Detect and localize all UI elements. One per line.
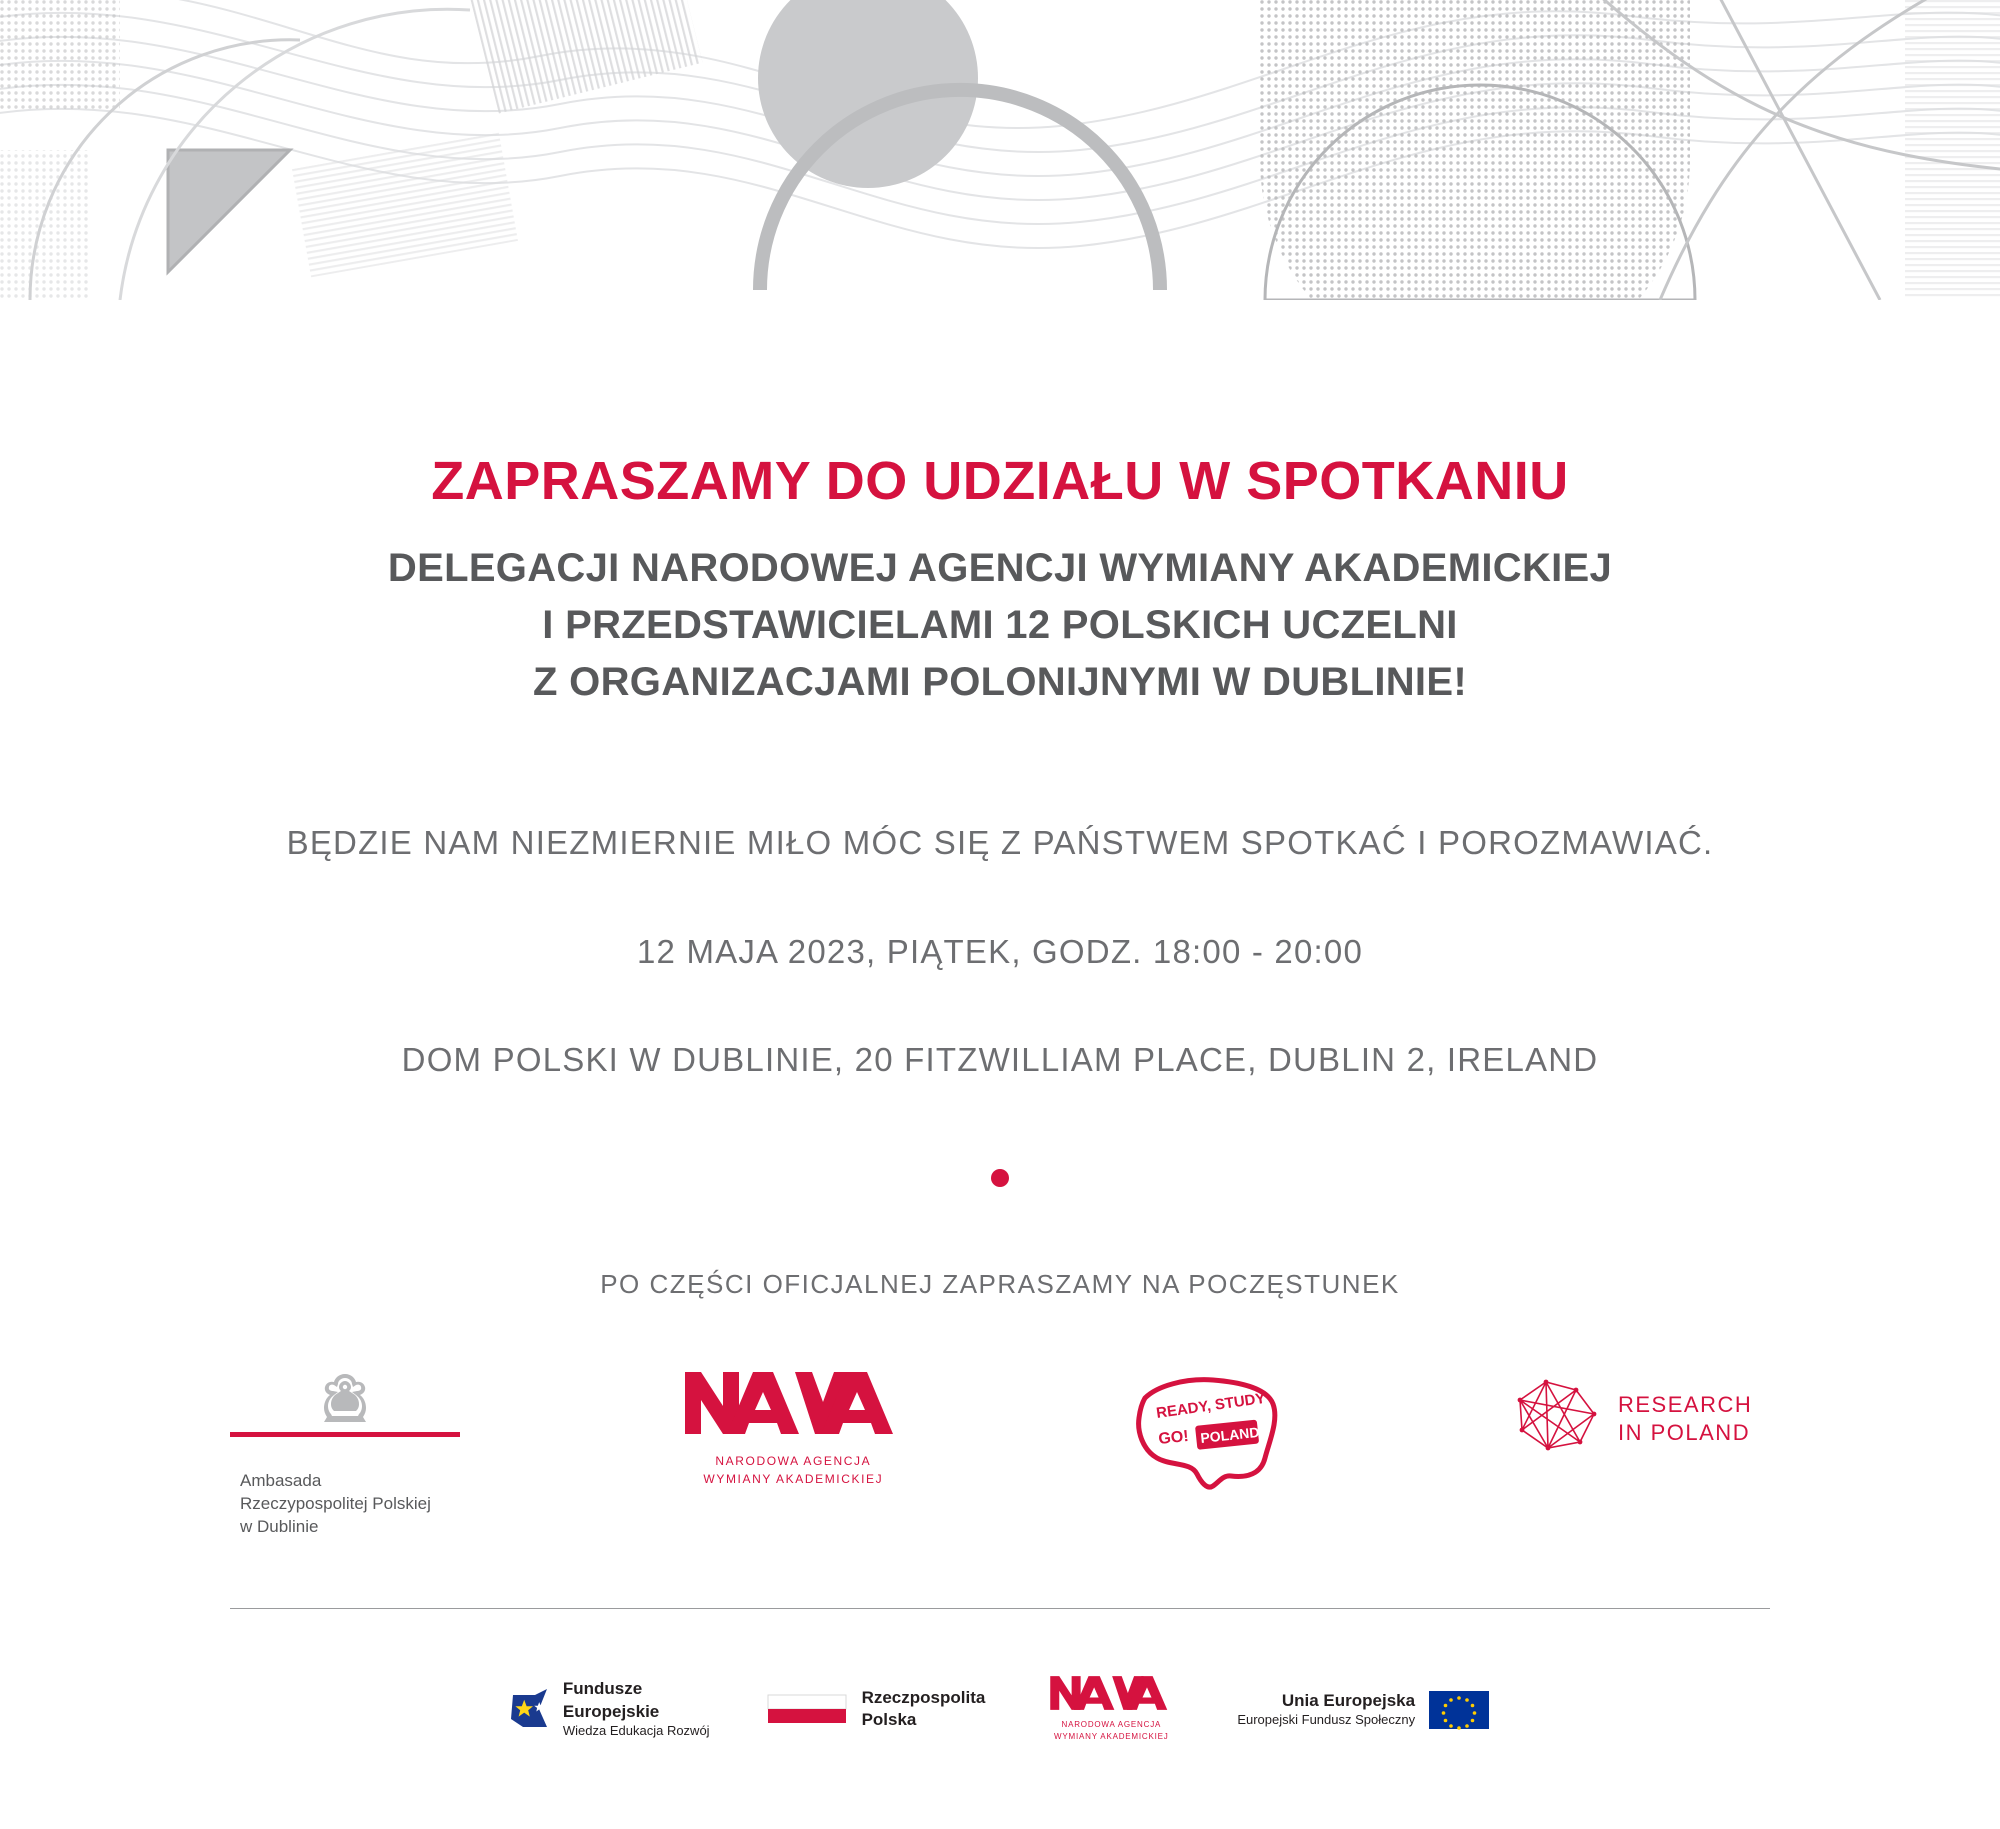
rp-line-2: Polska [861, 1710, 917, 1729]
footer-divider [230, 1608, 1770, 1609]
rip-line2: IN POLAND [1617, 1420, 1751, 1445]
rzeczpospolita-text [862, 1687, 986, 1731]
eu-funding-bar [0, 1675, 2000, 1743]
refreshment-note: PO CZĘŚCI OFICJALNEJ ZAPRASZAMY NA POCZĘSTUNEK [600, 1269, 1400, 1300]
nawa-caption-line-2: WYMIANY AKADEMICKIEJ [703, 1472, 884, 1486]
nawa-small-caption-line-1: NARODOWA AGENCJA [1061, 1720, 1162, 1729]
rsg-line1: READY, STUDY [1154, 1389, 1267, 1422]
header-pattern-graphic [0, 0, 2000, 300]
event-venue: DOM POLSKI W DUBLINIE, 20 FITZWILLIAM PLACE, DUBLIN 2, IRELAND [401, 1040, 1599, 1078]
nawa-small-caption [1041, 1719, 1181, 1743]
rsg-line2: GO! [1157, 1427, 1190, 1448]
unia-europejska-text [1237, 1690, 1415, 1729]
fundusze-europejskie-icon [509, 1687, 551, 1731]
fe-line-3: Wiedza Edukacja Rozwój [562, 1722, 710, 1738]
rp-line-1: Rzeczpospolita [861, 1687, 986, 1707]
rip-line1: RESEARCH [1617, 1392, 1753, 1417]
subtitle-line-2: I PRZEDSTAWICIELAMI 12 POLSKICH UCZELNI [542, 602, 1458, 647]
eu-flag-icon [1427, 1687, 1491, 1731]
nawa-wordmark-icon [683, 1370, 903, 1444]
polish-eagle-icon [230, 1370, 460, 1460]
fundusze-europejskie-text [563, 1678, 710, 1739]
intro-text: BĘDZIE NAM NIEZMIERNIE MIŁO MÓC SIĘ Z PAŃSTWEM SPOTKAĆ I POROZMAWIAĆ. [286, 824, 1714, 862]
embassy-caption [240, 1470, 450, 1539]
nawa-small-logo [1041, 1675, 1181, 1743]
decorative-header-band [0, 0, 2000, 300]
research-in-poland-logo-cell [1510, 1370, 1770, 1466]
page-title: ZAPRASZAMY DO UDZIAŁU W SPOTKANIU [431, 451, 1569, 511]
rsg-line3: POLAND [1199, 1423, 1260, 1446]
polish-flag-icon [766, 1687, 850, 1731]
fe-line-2: Europejskie [562, 1701, 660, 1721]
subtitle-line-3: Z ORGANIZACJAMI POLONIJNYMI W DUBLINIE! [533, 659, 1467, 704]
subtitle-line-1: DELEGACJI NARODOWEJ AGENCJI WYMIANY AKADEMICKIEJ [387, 546, 1613, 591]
embassy-logo-cell [230, 1370, 460, 1539]
ready-study-go-poland-icon [1127, 1370, 1287, 1500]
nawa-small-caption-line-2: WYMIANY AKADEMICKIEJ [1054, 1732, 1169, 1741]
rzeczpospolita-polska-logo [766, 1687, 986, 1731]
embassy-caption-line-2: Rzeczypospolitej Polskiej [240, 1493, 431, 1513]
ue-line-1: Unia Europejska [1281, 1690, 1416, 1710]
fe-line-1: Fundusze [562, 1679, 643, 1699]
nawa-caption [703, 1452, 883, 1488]
embassy-caption-line-1: Ambasada [240, 1471, 322, 1490]
nawa-caption-line-1: NARODOWA AGENCJA [715, 1454, 872, 1468]
event-datetime: 12 MAJA 2023, PIĄTEK, GODZ. 18:00 - 20:00 [636, 932, 1364, 970]
nawa-wordmark-small-icon [1041, 1675, 1181, 1711]
event-details [0, 820, 2000, 1083]
nawa-logo-cell [683, 1370, 903, 1488]
page-subtitle [0, 540, 2000, 710]
fundusze-europejskie-logo [509, 1678, 710, 1739]
research-in-poland-icon [1510, 1370, 1770, 1466]
poster-content [0, 300, 2000, 1300]
logo-row [0, 1370, 2000, 1539]
embassy-caption-line-3: w Dublinie [240, 1516, 319, 1536]
ready-study-go-logo-cell [1127, 1370, 1287, 1500]
unia-europejska-logo [1237, 1687, 1491, 1731]
ue-line-2: Europejski Fundusz Społeczny [1237, 1711, 1416, 1727]
dot-separator [991, 1169, 1009, 1187]
